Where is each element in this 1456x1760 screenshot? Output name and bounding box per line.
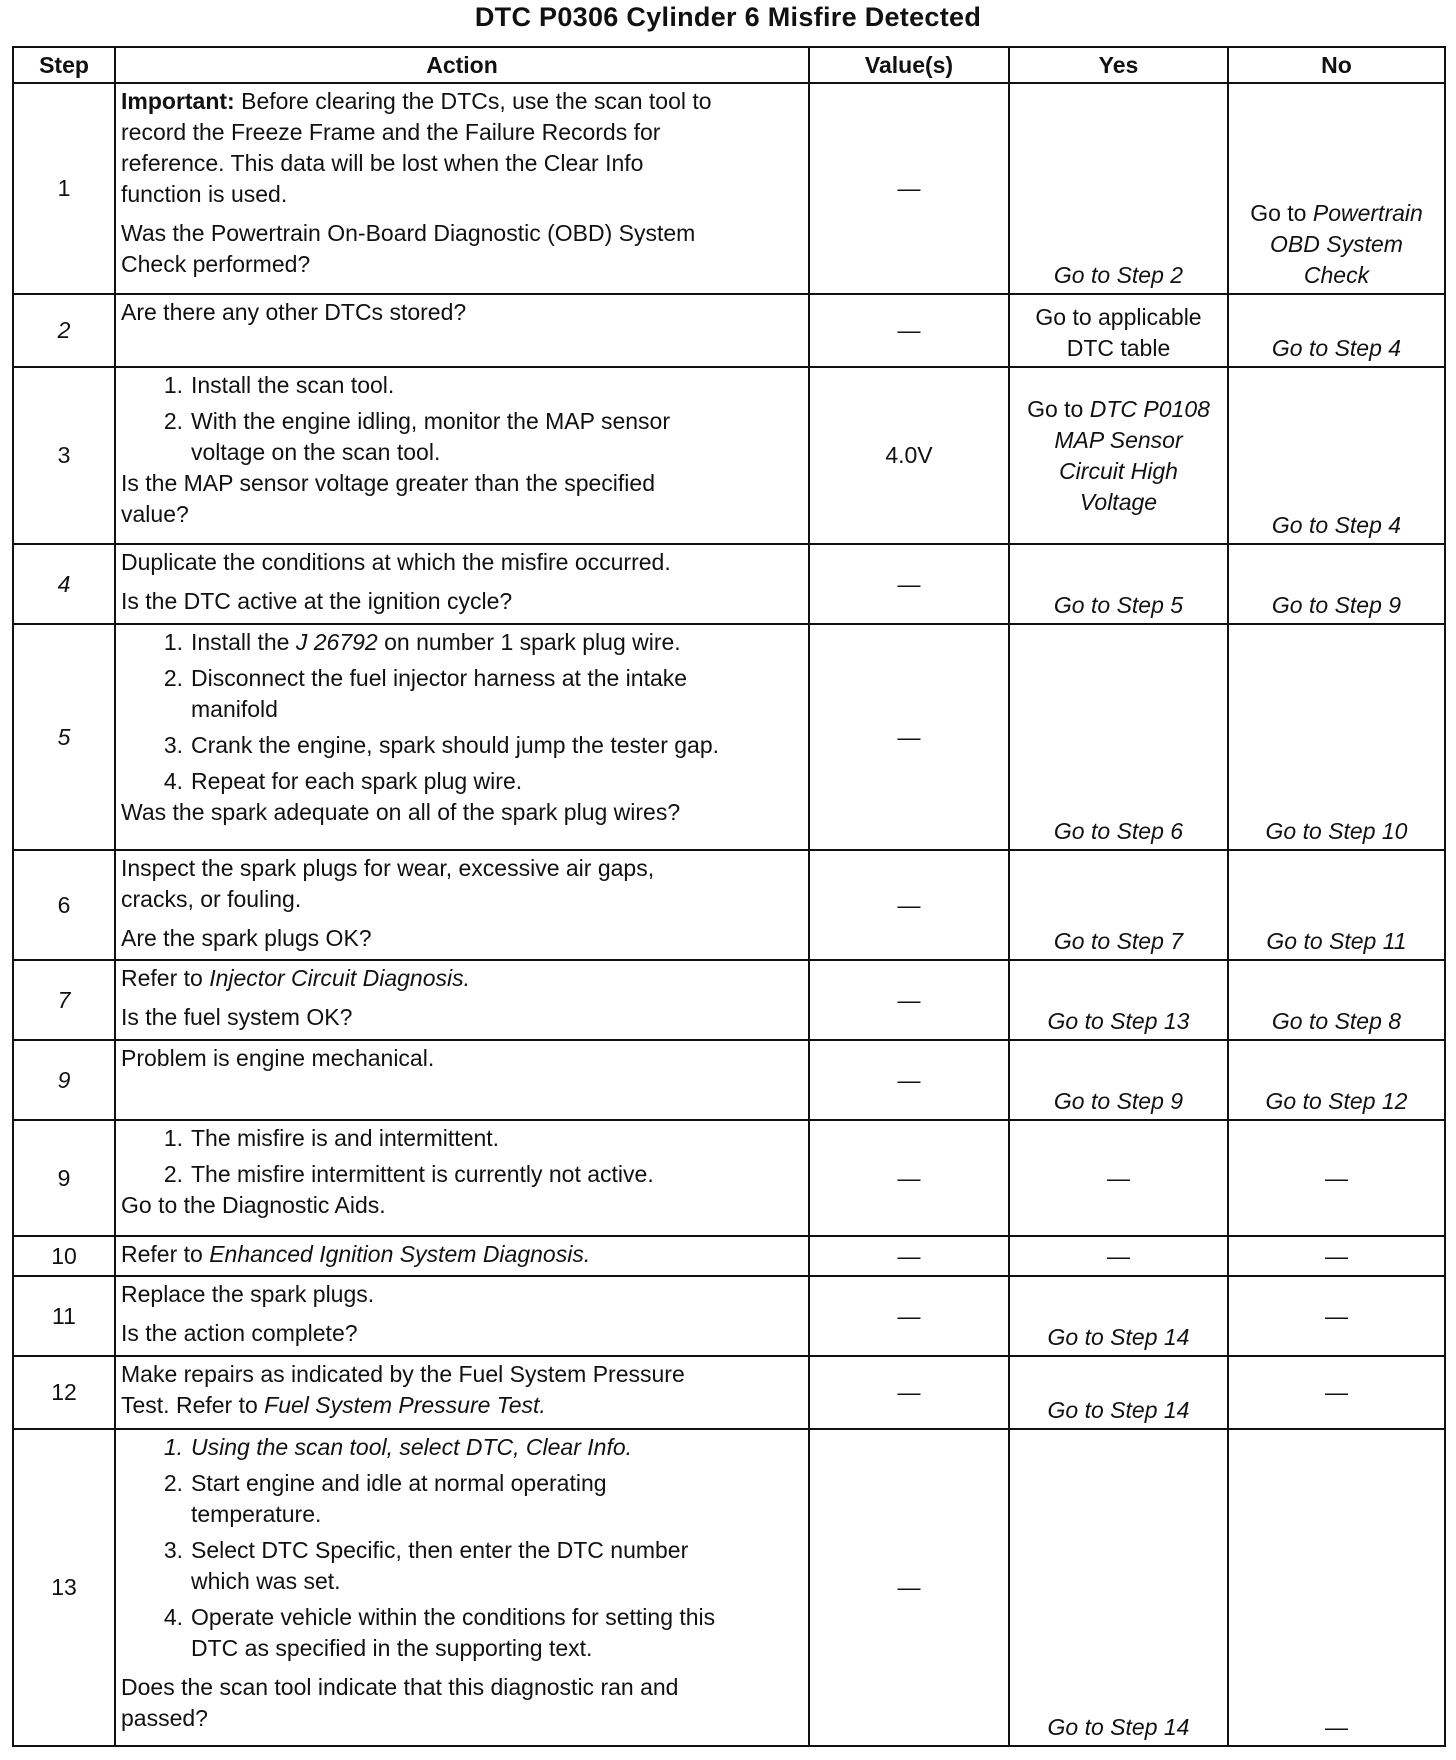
list-item: 1. Using the scan tool, select DTC, Clear Info. [163,1434,633,1460]
yes-cell: Go to Step 7 [1009,850,1228,960]
action-cell [115,1120,809,1236]
action-cell: Are there any other DTCs stored? [115,294,809,367]
action-question: Was the Powertrain On-Board Diagnostic (OBD) System [121,220,696,246]
list-item: 1. Install the scan tool. [163,372,395,398]
list-item: 4. Repeat for each spark plug wire. [163,768,523,794]
no-cell [1228,83,1445,294]
value-cell: — [809,1356,1009,1429]
dtc-table [12,46,1446,1747]
step-number: 5 [13,624,115,850]
action-line: Replace the spark plugs. [121,1281,375,1307]
table-row [13,960,1445,1040]
no-line [1234,198,1439,229]
yes-line: Go to DTC P0108 [1027,395,1210,422]
yes-cell [1009,294,1228,367]
no-cell: Go to Step 4 [1228,367,1445,544]
no-cell: Go to Step 4 [1228,294,1445,367]
action-line: Make repairs as indicated by the Fuel System Pressure [121,1361,685,1387]
action-question: Is the fuel system OK? [121,1004,353,1030]
no-ref: Powertrain [1312,200,1423,226]
page-title: DTC P0306 Cylinder 6 Misfire Detected [474,2,982,32]
action-question: Was the spark adequate on all of the spark plug wires? [121,799,681,825]
value-cell: — [809,1120,1009,1236]
no-ref: Check [1303,262,1370,288]
action-cell [115,83,809,294]
yes-ref: Voltage [1079,488,1158,515]
action-question: Does the scan tool indicate that this diagnostic ran and [121,1674,679,1700]
step-number: 4 [13,544,115,624]
list-item: 2. The misfire intermittent is currently not active. [163,1161,654,1187]
action-cell [115,1429,809,1746]
table-row [13,1429,1445,1746]
no-text: Go to [1250,200,1313,226]
header-action: Action [115,47,809,83]
action-question: Is the action complete? [121,1320,358,1346]
yes-cell: Go to Step 9 [1009,1040,1228,1120]
action-line: Test. Refer to Fuel System Pressure Test. [121,1392,546,1418]
important-label: Important: [121,88,235,114]
list-item: 3. Crank the engine, spark should jump the tester gap. [163,732,720,758]
yes-cell: Go to Step 14 [1009,1429,1228,1746]
yes-cell: Go to Step 14 [1009,1356,1228,1429]
action-cell [115,1356,809,1429]
action-line: Inspect the spark plugs for wear, excessive air gaps, [121,855,655,881]
header-no: No [1228,47,1445,83]
step-number: 10 [13,1236,115,1276]
action-cell [115,850,809,960]
action-cell [115,960,809,1040]
table-row [13,294,1445,367]
list-item: 3. Select DTC Specific, then enter the DTC number which was set. [163,1537,689,1594]
action-line: record the Freeze Frame and the Failure Records for [121,119,661,145]
no-cell: — [1228,1429,1445,1746]
yes-cell: Go to Step 6 [1009,624,1228,850]
no-cell: Go to Step 12 [1228,1040,1445,1120]
value-cell: — [809,83,1009,294]
yes-ref: DTC P0108 [1089,395,1210,422]
action-question: Check performed? [121,251,311,277]
action-question: value? [121,501,189,527]
table-row [13,1120,1445,1236]
action-line: Duplicate the conditions at which the misfire occurred. [121,549,671,575]
yes-line: Go to applicable [1035,304,1202,330]
table-row [13,1236,1445,1276]
value-cell: — [809,1236,1009,1276]
list-item: 1. Install the J 26792 on number 1 spark plug wire. [163,629,681,655]
yes-cell: Go to Step 14 [1009,1276,1228,1356]
header-step: Step [13,47,115,83]
procedure-ref: Fuel System Pressure Test. [264,1392,546,1418]
step-number: 7 [13,960,115,1040]
value-cell: — [809,1040,1009,1120]
procedure-ref: Injector Circuit Diagnosis. [209,965,470,991]
step-number: 12 [13,1356,115,1429]
action-question: Is the MAP sensor voltage greater than the specified [121,470,655,496]
action-line: function is used. [121,181,288,207]
procedure-ref: Enhanced Ignition System Diagnosis. [209,1241,591,1267]
list-item: 1. The misfire is and intermittent. [163,1125,500,1151]
value-cell: — [809,960,1009,1040]
table-row [13,544,1445,624]
no-ref: OBD System [1270,231,1403,257]
table-row [13,1040,1445,1120]
action-cell [115,1276,809,1356]
yes-line: DTC table [1066,335,1171,361]
header-values: Value(s) [809,47,1009,83]
action-question: Are the spark plugs OK? [121,925,372,951]
table-row [13,850,1445,960]
yes-cell: Go to Step 2 [1009,83,1228,294]
yes-ref: MAP Sensor [1054,426,1183,453]
yes-ref: Circuit High [1059,457,1178,484]
value-cell: — [809,1276,1009,1356]
step-number: 1 [13,83,115,294]
action-cell [115,367,809,544]
list-item: 2. With the engine idling, monitor the MAP sensor voltage on the scan tool. [163,408,670,465]
yes-cell: — [1009,1120,1228,1236]
step-number: 6 [13,850,115,960]
value-cell: — [809,850,1009,960]
yes-cell [1009,367,1228,544]
step-number: 9 [13,1040,115,1120]
action-line: reference. This data will be lost when the Clear Info [121,150,644,176]
value-cell: — [809,544,1009,624]
yes-cell: Go to Step 5 [1009,544,1228,624]
yes-cell: Go to Step 13 [1009,960,1228,1040]
list-item: 4. Operate vehicle within the conditions for setting this DTC as specified in the supporting text. [163,1604,716,1661]
table-row [13,1276,1445,1356]
action-line: Refer to Injector Circuit Diagnosis. [121,965,470,991]
list-item: 2. Start engine and idle at normal operating temperature. [163,1470,607,1527]
action-line: Go to the Diagnostic Aids. [121,1192,386,1218]
action-cell [115,624,809,850]
header-yes: Yes [1009,47,1228,83]
no-cell: — [1228,1356,1445,1429]
table-row [13,624,1445,850]
action-text: Before clearing the DTCs, use the scan tool to [234,88,712,114]
no-cell: Go to Step 8 [1228,960,1445,1040]
action-cell [115,544,809,624]
no-cell: — [1228,1236,1445,1276]
no-cell: Go to Step 10 [1228,624,1445,850]
table-row [13,1356,1445,1429]
no-cell: Go to Step 9 [1228,544,1445,624]
table-header-row [13,47,1445,83]
step-number: 3 [13,367,115,544]
action-cell: Problem is engine mechanical. [115,1040,809,1120]
table-row [13,367,1445,544]
step-number: 13 [13,1429,115,1746]
action-line [121,86,803,117]
action-cell: Refer to Enhanced Ignition System Diagnosis. [115,1236,809,1276]
value-cell: 4.0V [809,367,1009,544]
value-cell: — [809,624,1009,850]
no-cell: — [1228,1276,1445,1356]
action-question: Is the DTC active at the ignition cycle? [121,588,513,614]
table-row [13,83,1445,294]
value-cell: — [809,294,1009,367]
action-question: passed? [121,1705,208,1731]
no-cell: Go to Step 11 [1228,850,1445,960]
no-cell: — [1228,1120,1445,1236]
step-number: 11 [13,1276,115,1356]
step-number: 9 [13,1120,115,1236]
value-cell: — [809,1429,1009,1746]
action-line: cracks, or fouling. [121,886,302,912]
yes-cell: — [1009,1236,1228,1276]
list-item: 2. Disconnect the fuel injector harness at the intake manifold [163,665,688,722]
tool-ref: J 26792 [295,629,378,655]
step-number: 2 [13,294,115,367]
